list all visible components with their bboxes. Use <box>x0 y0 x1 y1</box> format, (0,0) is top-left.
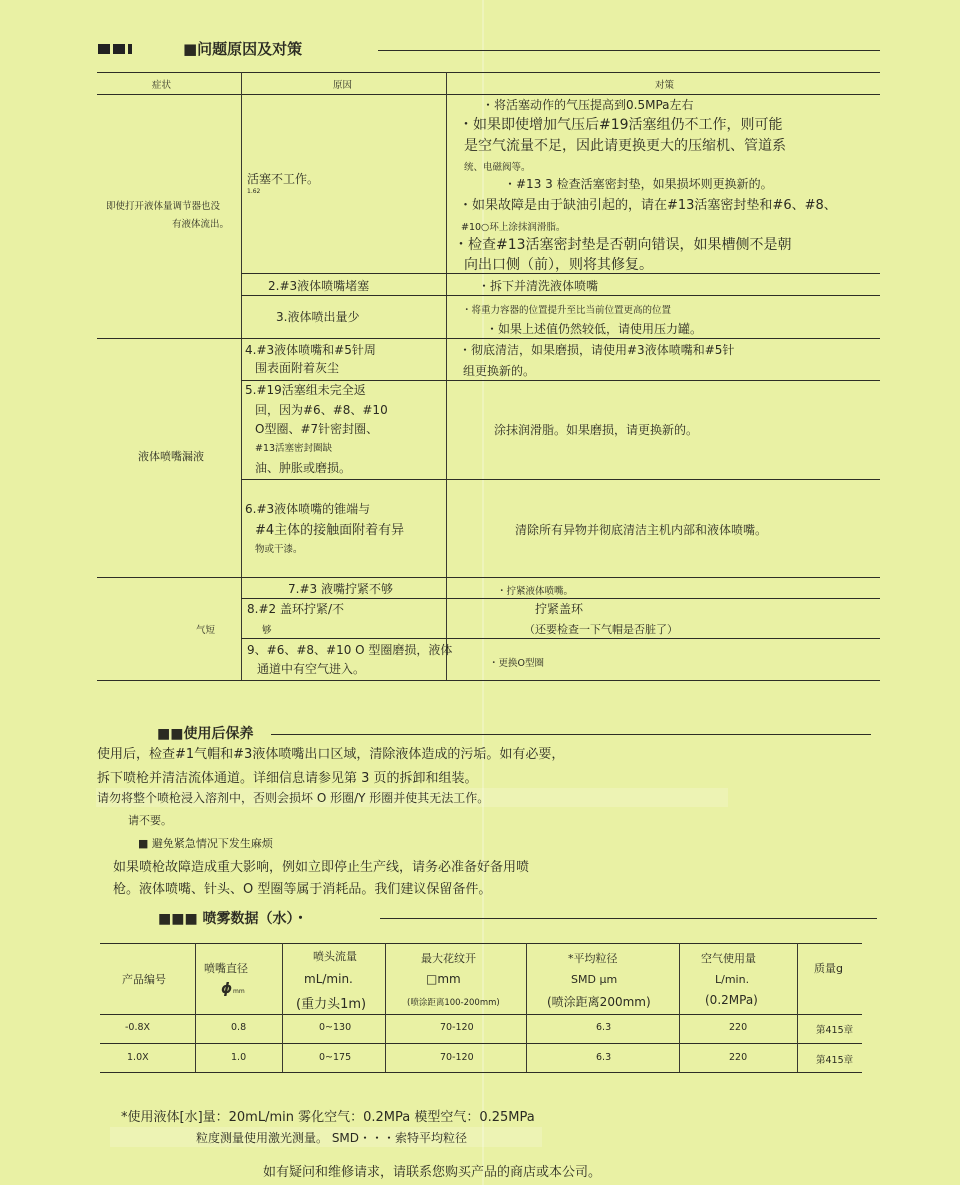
row-2-nozzle: 1.0 <box>231 1052 247 1063</box>
measure-1-line-8: ・检查#13活塞密封垫是否朝向错误，如果槽侧不是朝 <box>454 237 792 253</box>
row-1-air: 220 <box>729 1022 748 1033</box>
measure-1-line-3: 是空气流量不足，因此请更换更大的压缩机、管道系 <box>464 138 786 154</box>
care-line-2: 拆下喷枪并清洁流体通道。详细信息请参见第 3 页的拆卸和组装。 <box>97 771 478 786</box>
emergency-title: ■ 避免紧急情况下发生麻烦 <box>138 837 273 850</box>
table-col-divider-2 <box>446 72 447 680</box>
header-mass: 质量g <box>814 962 843 975</box>
cause-4-line-1: 4.#3液体喷嘴和#5针周 <box>245 343 376 357</box>
spray-col-5 <box>679 943 680 1072</box>
cause-5-line-3: O型圈、#7针密封圈、 <box>255 422 379 436</box>
cause-8-line-2: 够 <box>262 625 272 636</box>
group-rule-2 <box>97 577 880 578</box>
spray-section-title: ■■■ 喷雾数据（水）・ <box>158 911 308 927</box>
note-line-1: *使用液体[水]量：20mL/min 雾化空气：0.2MPa 模型空气：0.25MPa <box>121 1110 535 1125</box>
row-rule-4 <box>241 479 880 480</box>
cause-9-line-1: 9、#6、#8、#10 O 型圈磨损，液体 <box>247 643 453 657</box>
care-line-3: 请勿将整个喷枪浸入溶剂中，否则会损坏 O 形圈/Y 形圈并使其无法工作。 <box>97 791 490 805</box>
spray-col-2 <box>282 943 283 1072</box>
measure-3-line-1: ・将重力容器的位置提升至比当前位置更高的位置 <box>462 305 672 316</box>
care-title-rule <box>271 734 871 735</box>
header-symptom: 症状 <box>152 80 172 91</box>
measure-1-line-4: 统、电磁阀等。 <box>464 162 531 173</box>
cause-5-line-5: 油、肿胀或磨损。 <box>255 461 352 475</box>
spray-table-bottom-rule <box>100 1072 862 1073</box>
measure-1-line-7: #10○环上涂抹润滑脂。 <box>461 222 566 233</box>
measure-1-line-2: ・如果即使增加气压后#19活塞组仍不工作，则可能 <box>459 117 783 133</box>
group-rule-1 <box>97 338 880 339</box>
header-nozzle-line-1: 喷嘴直径 <box>204 962 248 975</box>
header-pattern-line-1: 最大花纹开 <box>421 952 476 965</box>
header-flow-line-1: 喷头流量 <box>313 950 357 963</box>
header-air-line-3: (0.2MPa) <box>705 993 758 1007</box>
row-1-pattern: 70-120 <box>440 1022 474 1033</box>
cause-7: 7.#3 液嘴拧紧不够 <box>288 582 393 596</box>
cause-5-line-4: #13活塞密封圈缺 <box>255 443 333 454</box>
spray-table-row-rule <box>100 1043 862 1044</box>
measure-1-line-1: ・将活塞动作的气压提高到0.5MPa左右 <box>482 98 694 112</box>
symptom-1-line-2: 有液体流出。 <box>172 219 230 230</box>
emergency-line-1: 如果喷枪故障造成重大影响，例如立即停止生产线，请务必准备好备用喷 <box>113 860 530 875</box>
spray-col-4 <box>526 943 527 1072</box>
row-2-air: 220 <box>729 1052 748 1063</box>
measure-3-line-2: ・如果上述值仍然较低，请使用压力罐。 <box>486 322 703 336</box>
row-rule-2 <box>241 295 880 296</box>
row-2-particle: 6.3 <box>596 1052 612 1063</box>
care-not-required: 请不要。 <box>128 814 172 827</box>
table-bottom-rule <box>97 680 880 681</box>
measure-5: 涂抹润滑脂。如果磨损，请更换新的。 <box>494 423 699 437</box>
cause-1: 活塞不工作。 <box>247 172 320 186</box>
section-marker-blocks <box>98 38 135 57</box>
symptom-2: 液体喷嘴漏液 <box>138 450 204 463</box>
row-1-mass: 第415章 <box>816 1025 854 1036</box>
measure-7: ・拧紧液体喷嘴。 <box>497 586 574 597</box>
header-pattern-line-3: (喷涂距离100-200mm) <box>407 998 500 1008</box>
care-section-title: ■■使用后保养 <box>157 726 254 742</box>
row-rule-1 <box>241 273 880 274</box>
title-rule <box>378 50 880 51</box>
spray-title-rule <box>380 918 877 919</box>
cause-8-line-1: 8.#2 盖环拧紧/不 <box>247 602 344 616</box>
row-1-particle: 6.3 <box>596 1022 612 1033</box>
trouble-section-title: ■问题原因及对策 <box>183 40 303 58</box>
contact-note: 如有疑问和维修请求，请联系您购买产品的商店或本公司。 <box>263 1165 602 1180</box>
measure-1-line-6: ・如果故障是由于缺油引起的，请在#13活塞密封垫和#6、#8、 <box>459 198 837 213</box>
spray-col-1 <box>195 943 196 1072</box>
cause-6-line-2: #4主体的接触面附着有异 <box>255 523 405 538</box>
spray-col-6 <box>797 943 798 1072</box>
cause-3: 3.液体喷出量少 <box>276 310 360 324</box>
measure-4-line-2: 组更换新的。 <box>463 364 536 378</box>
table-top-rule <box>97 72 880 73</box>
measure-9: ・更换O型圈 <box>489 658 544 669</box>
header-flow-line-3: (重力头1m) <box>296 997 367 1012</box>
header-air-line-1: 空气使用量 <box>701 952 756 965</box>
row-2-flow: 0~175 <box>319 1052 352 1063</box>
header-measure: 对策 <box>655 80 675 91</box>
header-flow-line-2: mL/min. <box>304 972 353 986</box>
measure-1-line-9: 向出口侧（前），则将其修复。 <box>464 257 653 273</box>
measure-2: ・拆下并清洗液体喷嘴 <box>478 279 599 293</box>
cause-9-line-2: 通道中有空气进入。 <box>257 662 366 676</box>
row-1-flow: 0~130 <box>319 1022 352 1033</box>
row-rule-5 <box>241 598 880 599</box>
header-particle-line-2: SMD μm <box>571 973 618 986</box>
row-1-model: -0.8X <box>125 1022 151 1033</box>
symptom-3: 气短 <box>196 625 216 636</box>
measure-6: 清除所有异物并彻底清洁主机内部和液体喷嘴。 <box>515 523 768 537</box>
cause-5-line-2: 回，因为#6、#8、#10 <box>255 403 388 417</box>
header-nozzle-unit: mm <box>233 988 245 995</box>
row-1-nozzle: 0.8 <box>231 1022 247 1033</box>
header-nozzle-symbol: ϕ <box>221 981 233 997</box>
table-header-rule <box>97 94 880 95</box>
row-2-mass: 第415章 <box>816 1055 854 1066</box>
measure-4-line-1: ・彻底清洁，如果磨损，请使用#3液体喷嘴和#5针 <box>459 343 735 357</box>
row-rule-6 <box>241 638 880 639</box>
cause-6-line-3: 物或干漆。 <box>255 544 303 555</box>
spray-col-3 <box>385 943 386 1072</box>
header-air-line-2: L/min. <box>715 973 750 986</box>
header-model: 产品编号 <box>122 973 166 986</box>
header-particle-line-1: *平均粒径 <box>568 952 618 965</box>
spray-table-top-rule <box>100 943 862 944</box>
row-2-pattern: 70-120 <box>440 1052 474 1063</box>
cause-4-line-2: 围表面附着灰尘 <box>255 361 340 375</box>
cause-6-line-1: 6.#3液体喷嘴的锥端与 <box>245 502 371 516</box>
header-particle-line-3: (喷涂距离200mm) <box>547 995 651 1009</box>
spray-table-header-rule <box>100 1014 862 1015</box>
cause-1-note: 1.62 <box>247 188 261 195</box>
measure-1-line-5: ・#13 3 检查活塞密封垫，如果损坏则更换新的。 <box>504 177 773 191</box>
note-line-2: 粒度测量使用激光测量。 SMD・・・索特平均粒径 <box>196 1131 468 1145</box>
emergency-line-2: 枪。液体喷嘴、针头、O 型圈等属于消耗品。我们建议保留备件。 <box>113 882 492 897</box>
measure-8-line-1: 拧紧盖环 <box>535 602 584 616</box>
care-line-1: 使用后，检查#1气帽和#3液体喷嘴出口区域，清除液体造成的污垢。如有必要， <box>97 747 565 762</box>
table-col-divider-1 <box>241 72 242 680</box>
cause-2: 2.#3液体喷嘴堵塞 <box>268 279 370 293</box>
header-pattern-line-2: □mm <box>426 972 461 986</box>
cause-5-line-1: 5.#19活塞组未完全返 <box>245 383 366 397</box>
header-cause: 原因 <box>333 80 353 91</box>
row-2-model: 1.0X <box>127 1052 149 1063</box>
measure-8-line-2: （还要检查一下气帽是否脏了） <box>524 623 678 636</box>
symptom-1-line-1: 即使打开液体量调节器也没 <box>106 201 221 212</box>
